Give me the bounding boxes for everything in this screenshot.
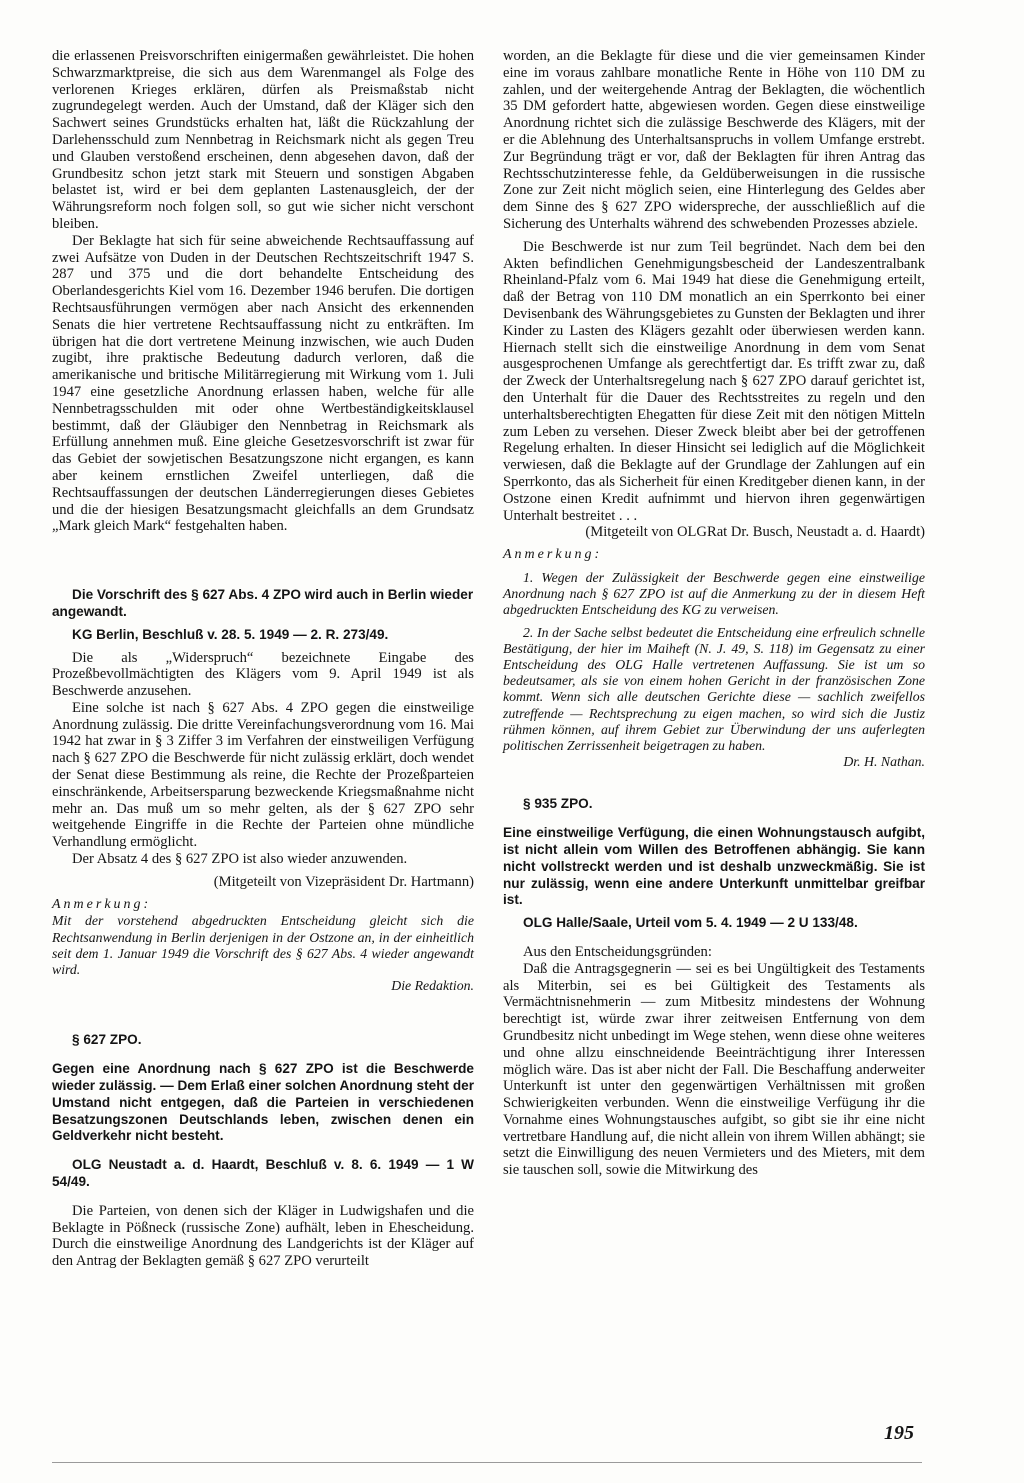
paragraph: Die Beschwerde ist nur zum Teil begründet. Nach dem bei den Akten befindlichen Genehmigungsbescheid der Landeszentralbank Rheinland-Pfalz vom 6. Mai 1949 hat diese die Genehmigung erteilt, daß der Betrag von 110 DM monatlich an ein Sperrkonto bei einer Devisenbank des Währungsgebietes zu Gunsten der Beklagten und ihrer Kinder zu Lasten des Klägers gezahlt oder überwiesen werden kann. Hiernach stellt sich die einstweilige Anordnung in dem vom Senat ausgesprochenen Umfange als gerechtfertigt dar. Es trifft zwar zu, daß der Zweck der Unterhaltsregelung nach § 627 ZPO darauf gerichtet ist, den Unterhalt für die Dauer des Rechtsstreites zu regeln und den unterhaltsberechtigten Ehegatten für diese Zeit mit den nötigen Mitteln zum Leben zu versehen. Dieser Zweck bleibt aber bei der getroffenen Regelung erhalten. In dieser Hinsicht sei lediglich auf die Möglichkeit verwiesen, daß die Beklagte auf der Grundlage der Zahlungen auf ein Sperrkonto, das als Sicherheit für einen Kreditgeber dienen kann, in der Ostzone einen Kredit aufnimmt und hiervon ihren gegenwärtigen Unterhalt bestreitet . . .	[503, 238, 926, 524]
court-citation: OLG Halle/Saale, Urteil vom 5. 4. 1949 — 2 U 133/48.	[523, 915, 858, 931]
annotation-signature: Dr. H. Nathan.	[843, 754, 925, 770]
headnote: Eine einstweilige Verfügung, die einen Wohnungstausch aufgibt, ist nicht allein vom Willen des Betroffenen abhängig. Sie kann nicht vollstreckt werden und ist deshalb unzweckmäßig. Sie ist nur zulässig, wenn eine andere Unterkunft unmittelbar greifbar ist.	[503, 825, 925, 908]
paragraph: Der Absatz 4 des § 627 ZPO ist also wieder anzuwenden.	[72, 851, 408, 868]
credit-line: (Mitgeteilt von OLGRat Dr. Busch, Neustadt a. d. Haardt)	[585, 524, 925, 541]
annotation-text: 2. In der Sache selbst bedeutet die Entscheidung eine erfreulich schnelle Bestätigung, der hier im Maiheft (N. J. 49, S. 118) im Gegensatz zu einer Entscheidung des OLG Halle vertretenen Auffassung. Sie ist um so bedeutsamer, als sie von einem hohen Gericht in der französischen Zone kommt. Wenn sich alle deutschen Gerichte diese — sachlich zweifellos zutreffende — Rechtsprechung zu eigen machen, so wird sich die Justiz rühmen können, auf ihrem Gebiet zur Überwindung der uns auferlegten politischen Zerrissenheit beigetragen zu haben.	[503, 624, 925, 753]
bottom-rule	[52, 1462, 922, 1463]
page-number: 195	[884, 1422, 914, 1444]
annotation-signature: Die Redaktion.	[391, 978, 474, 994]
right-column	[503, 48, 925, 1179]
court-citation: KG Berlin, Beschluß v. 28. 5. 1949 — 2. R. 273/49.	[72, 626, 389, 642]
paragraph: die erlassenen Preisvorschriften einigermaßen gewährleistet. Die hohen Schwarzmarktpreise, die sich aus dem Warenmangel als Folge des verlorenen Krieges erklären, dürfen als Preismaßstab nicht zugrundegelegt werden. Auch der Umstand, daß der Kläger sich den Sachwert seines Grundstücks erhalten hat, läßt die Rückzahlung der Darlehensschuld zum Nennbetrag in Reichsmark nicht als gegen Treu und Glauben verstoßend erscheinen, denn abgesehen davon, daß der Grundbesitz schon jetzt stark mit Steuern und sonstigen Abgaben belastet ist, wird er bei dem geplanten Lastenausgleich, der der Währungsreform noch folgen soll, so gut wie sicher nicht verschont bleiben.	[52, 48, 474, 232]
paragraph: Daß die Antragsgegnerin — sei es bei Ungültigkeit des Testaments als Miterbin, sei es bei Gültigkeit des Testaments als Vermächtnisnehmerin — zum Mitbesitz mindestens der Wohnung berechtigt ist, würde zwar ihrer zeitweisen Entfernung von dem Grundbesitz nicht unbedingt im Wege stehen, wenn diese ohne weiteres und ohne allzu einschneidende Beeinträchtigung ihrer Interessen möglich wäre. Das ist aber nicht der Fall. Die Beschaffung anderweiter Unterkunft ist unter den gegenwärtigen Verhältnissen mit großen Schwierigkeiten verbunden. Wenn die einstweilige Verfügung ihr die Vornahme eines Wohnungstausches aufgibt, so gibt sie ihr eine nicht vertretbare Handlung auf, die nicht allein von ihrem Willen abhängt; sie setzt die Einwilligung des neuen Vermieters und des Mieters, mit dem sie tauschen soll, sowie die Mitwirkung des	[503, 960, 925, 1179]
annotation-label: Anmerkung:	[52, 896, 152, 912]
paragraph: Eine solche ist nach § 627 Abs. 4 ZPO gegen die einstweilige Anordnung zulässig. Die dritte Vereinfachungsverordnung vom 16. Mai 1942 hat zwar in § 3 Ziffer 3 im Verfahren der einstweiligen Verfügung nach § 627 ZPO die Beschwerde für nicht zulässig erklärt, doch wendet der Senat diese Bestimmung als reine, die Rechte der Prozeßparteien einschränkende, Arbeitsersparung bezweckende Kriegsmaßnahme nicht mehr an. Das muß um so mehr gelten, als der § 627 ZPO sehr weitgehende Eingriffe in die Rechte der Parteien ohne mündliche Verhandlung ermöglicht.	[52, 699, 474, 851]
headnote: Gegen eine Anordnung nach § 627 ZPO ist die Beschwerde wieder zulässig. — Dem Erlaß einer solchen Anordnung steht der Umstand nicht entgegen, daß die Parteien in verschiedenen Besatzungszonen Deutschlands leben, zwischen denen ein Geldverkehr nicht besteht.	[52, 1061, 474, 1144]
paragraph: Die als „Widerspruch“ bezeichnete Eingabe des Prozeßbevollmächtigten des Klägers vom 9. April 1949 ist als Beschwerde anzusehen.	[52, 649, 474, 700]
paragraph: worden, an die Beklagte für diese und die vier gemeinsamen Kinder eine im voraus zahlbare monatliche Rente in Höhe von 110 DM zu zahlen, und der weitergehende Antrag der Beklagten, die wöchentlich 35 DM gefordert hatte, abgewiesen worden. Gegen diese einstweilige Anordnung richtet sich die zulässige Beschwerde des Klägers, mit der er die Ablehnung des Unterhaltsanspruchs in vollem Umfange erstrebt. Zur Begründung trägt er vor, daß der Beklagten für ihren Antrag das Rechtsschutzinteresse fehle, da Geldüberweisungen in die russische Zone zur Zeit nicht möglich seien, eine Hinterlegung des Geldes aber dem Sinne des § 627 ZPO widerspreche, der ausschließlich auf die Sicherung des Unterhalts während des schwebenden Prozesses abziele.	[503, 48, 925, 232]
paragraph: Der Beklagte hat sich für seine abweichende Rechtsauffassung auf zwei Aufsätze von Duden in der Deutschen Rechtszeitschrift 1947 S. 287 und 375 und die dort behandelte Entscheidung des Oberlandesgerichts Kiel vom 16. Dezember 1946 berufen. Die dortigen Rechtsausführungen vermögen aber nach Ansicht des erkennenden Senats die hier vertretene Rechtsauffassung nicht zu entkräften. Im übrigen hat die dort vertretene Meinung inzwischen, wie auch Duden zugibt, ihre praktische Bedeutung dadurch verloren, daß die amerikanische und britische Militärregierung mit Wirkung vom 1. Juli 1947 eine gesetzliche Anordnung erlassen haben, welche für alle Nennbetragsschulden mit oder ohne Wertbeständigkeitsklausel bestimmt, daß der Gläubiger den Nennbetrag in Reichsmark als Erfüllung annehmen muß. Eine gleiche Gesetzesvorschrift ist zwar für das Gebiet der sowjetischen Besatzungszone nicht ergangen, es kann aber keinem ernstlichen Zweifel unterliegen, daß die Rechtsauffassungen der deutschen Länderregierungen dieses Gebietes und die der hiesigen Besatzungsmacht gleichfalls an dem Grundsatz „Mark gleich Mark“ festgehalten haben.	[52, 232, 474, 535]
paragraph: Aus den Entscheidungsgründen:	[523, 943, 712, 960]
annotation-text: 1. Wegen der Zulässigkeit der Beschwerde gegen eine einstweilige Anordnung nach § 627 ZPO ist auf die Anmerkung zu der in diesem Heft abgedruckten Entscheidung des KG zu verweisen.	[503, 569, 925, 618]
credit-line: (Mitgeteilt von Vizepräsident Dr. Hartmann)	[213, 873, 474, 890]
annotation-label: Anmerkung:	[503, 547, 603, 563]
section-heading: § 935 ZPO.	[523, 796, 593, 812]
annotation-text: Mit der vorstehend abgedruckten Entscheidung gleicht sich die Rechtsanwendung in Berlin derjenigen in der Ostzone an, in der einheitlich seit dem 1. Januar 1949 die Vorschrift des § 627 Abs. 4 wieder angewandt wird.	[52, 913, 474, 978]
paragraph: Die Parteien, von denen sich der Kläger in Ludwigshafen und die Beklagte in Pößneck (russische Zone) aufhält, leben in Ehescheidung. Durch die einstweilige Anordnung des Landgerichts ist der Kläger auf den Antrag der Beklagten gemäß § 627 ZPO verurteilt	[52, 1202, 474, 1270]
headnote: Die Vorschrift des § 627 Abs. 4 ZPO wird auch in Berlin wieder angewandt.	[52, 587, 474, 619]
section-heading: § 627 ZPO.	[72, 1032, 142, 1048]
left-column	[52, 48, 474, 1270]
court-citation: OLG Neustadt a. d. Haardt, Beschluß v. 8. 6. 1949 — 1 W 54/49.	[52, 1157, 474, 1190]
